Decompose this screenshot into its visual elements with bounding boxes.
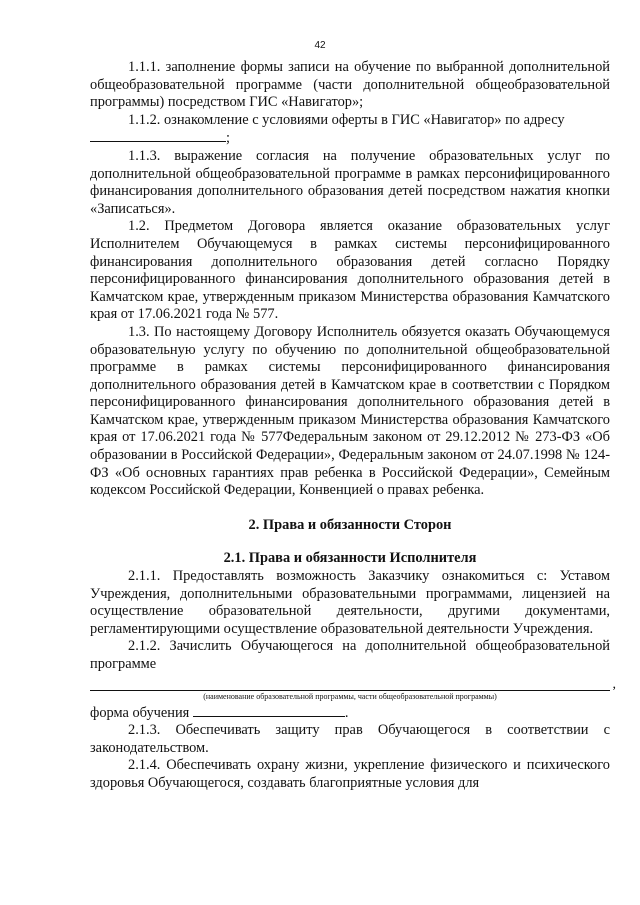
clause-1-2: 1.2. Предметом Договора является оказание образовательных услуг Исполнителем Обучающемуся в рамках системы персонифицированного финансирования дополнительного образования детей согласно Порядку персонифицированного финансирования дополнительного образования детей в Камчатском крае, утвержденным приказом Министерства образования Камчатского края от 17.06.2021 года № 577.: [90, 218, 610, 323]
clause-1-1-1: 1.1.1. заполнение формы записи на обучение по выбранной дополнительной общеобразовательной программе (части дополнительной общеобразовательной программы) посредством ГИС «Навигатор»;: [90, 59, 610, 111]
study-form-end: .: [344, 704, 349, 721]
clause-1-1-3: 1.1.3. выражение согласия на получение образовательных услуг по дополнительной общеобразовательной программе в рамках персонифицированного финансирования дополнительного образования детей посредством нажатия кнопки «Записаться».: [90, 147, 610, 217]
program-name-blank: [90, 677, 616, 692]
address-blank: [90, 129, 226, 142]
section-2-1-title: 2.1. Права и обязанности Исполнителя: [223, 550, 477, 567]
clause-2-1-3: 2.1.3. Обеспечивать защиту прав Обучающегося в соответствии с законодательством.: [90, 722, 610, 756]
study-form-blank: [193, 704, 345, 717]
clause-2-1-2: 2.1.2. Зачислить Обучающегося на дополнительной общеобразовательной программе: [90, 638, 610, 672]
program-blank-end: ,: [612, 677, 616, 692]
clause-1-1-2-blank-line: [90, 129, 610, 148]
clause-1-1-2: [90, 112, 610, 130]
clause-2-1-4: 2.1.4. Обеспечивать охрану жизни, укрепление физического и психического здоровья Обучающегося, создавать благоприятные условия для: [90, 757, 610, 791]
clause-1-1-2-end: ;: [226, 130, 230, 147]
study-form-line: [90, 704, 610, 723]
clause-2-1-1: 2.1.1. Предоставлять возможность Заказчику ознакомиться с: Уставом Учреждения, дополнительными образовательными программами, лицензией на осуществление образовательной деятельности, другими документами, регламентирующими осуществление образовательной деятельности Учреждения.: [90, 568, 610, 637]
page-number: 42: [314, 40, 326, 51]
study-form-label: форма обучения: [90, 704, 190, 721]
section-2-title: 2. Права и обязанности Сторон: [248, 516, 452, 533]
clause-1-1-2-text: 1.1.2. ознакомление с условиями оферты в ГИС «Навигатор» по адресу: [128, 111, 565, 128]
clause-1-3: 1.3. По настоящему Договору Исполнитель обязуется оказать Обучающемуся образовательную услугу по обучению по дополнительной общеобразовательной программе в рамках системы персонифицированного финансирования дополнительного образования детей в Камчатском крае в соответствии с Порядком персонифицированного финансирования дополнительного образования детей в Камчатском крае, утвержденным приказом Министерства образования Камчатского края от 17.06.2021 года № 577Федеральным законом от 29.12.2012 № 273-ФЗ «Об образовании в Российской Федерации», Федеральным законом от 24.07.1998 № 124-ФЗ «Об основных гарантиях прав ребенка в Российской Федерации», Семейным кодексом Российской Федерации, Конвенцией о правах ребенка.: [90, 323, 610, 499]
document-body: [90, 59, 616, 793]
program-name-caption: (наименование образовательной программы, части общеобразовательной программы): [203, 691, 497, 701]
